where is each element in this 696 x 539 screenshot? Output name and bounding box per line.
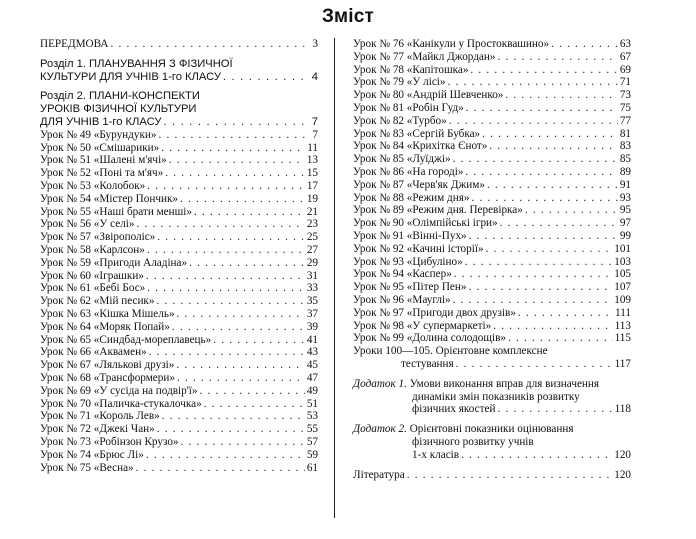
toc-entry-page: 59 — [306, 448, 318, 461]
dot-leader — [493, 320, 612, 333]
toc-entry-lesson — [353, 166, 631, 179]
dot-leader — [468, 281, 612, 294]
dot-leader — [157, 231, 305, 244]
toc-entry-lesson — [40, 385, 318, 398]
toc-entry-lesson — [40, 398, 318, 411]
toc-entry-section1 — [40, 58, 318, 84]
dot-leader — [489, 140, 617, 153]
toc-entry-lesson — [40, 295, 318, 308]
toc-entry-lesson — [353, 294, 631, 307]
toc-entry-lesson — [40, 423, 318, 436]
toc-entry-label: Урок № 98 «У супермаркеті» — [353, 319, 492, 332]
toc-entry-lesson — [40, 270, 318, 283]
toc-entry-page: 55 — [306, 423, 318, 436]
toc-entry-line: динаміки змін показників розвитку — [412, 390, 580, 403]
dot-leader — [223, 71, 310, 84]
toc-entry-label: Урок № 59 «Пригоди Аладіна» — [40, 256, 188, 269]
toc-entry-label: Урок № 61 «Бебі Бос» — [40, 282, 146, 295]
toc-entry-page: 47 — [306, 371, 318, 384]
toc-entry-label: Урок № 88 «Режим дня» — [353, 191, 470, 204]
toc-entry-label: Урок № 70 «Паличка-стукалочка» — [40, 397, 202, 410]
toc-entry-page: 75 — [619, 101, 631, 114]
dot-leader — [181, 436, 305, 449]
toc-entry-label: Урок № 56 «У селі» — [40, 218, 135, 231]
dot-leader — [500, 217, 618, 230]
dot-leader — [180, 193, 305, 206]
toc-entry-label: Урок № 55 «Наші брати менші» — [40, 205, 192, 218]
toc-entry-lesson — [353, 140, 631, 153]
section-heading-line: Розділ 1. ПЛАНУВАННЯ З ФІЗИЧНОЇ — [40, 57, 233, 70]
toc-entry-page: 89 — [619, 165, 631, 178]
dot-leader — [161, 142, 305, 155]
section-heading-line: КУЛЬТУРИ ДЛЯ УЧНІВ 1-го КЛАСУ — [40, 70, 221, 83]
toc-entry-page: 69 — [619, 63, 631, 76]
dot-leader — [156, 295, 304, 308]
dot-leader — [497, 51, 617, 64]
toc-entry-label: Урок № 69 «У сусіда на подвір'ї» — [40, 384, 198, 397]
toc-entry-page: 83 — [619, 140, 631, 153]
toc-entry-page: 109 — [614, 293, 631, 306]
toc-entry-page: 37 — [306, 307, 318, 320]
column-divider — [334, 38, 335, 518]
toc-entry-line: Орієнтовні показники оцінювання — [409, 423, 574, 436]
dot-leader — [177, 372, 305, 385]
toc-entry-line: Умови виконання вправ для визначення — [409, 377, 600, 390]
dot-leader — [165, 167, 305, 180]
appendix-prefix: Додаток 2. — [353, 423, 407, 436]
toc-entry-label: Урок № 67 «Лялькові друзі» — [40, 359, 175, 372]
dot-leader — [199, 385, 304, 398]
dot-leader — [146, 449, 305, 462]
toc-entry-lesson — [353, 332, 631, 345]
dot-leader — [486, 243, 613, 256]
dot-leader — [508, 332, 613, 345]
toc-entry-label: Урок № 81 «Робін Гуд» — [353, 101, 464, 114]
lesson-list-left — [40, 129, 318, 475]
toc-entry-page: 27 — [306, 243, 318, 256]
toc-entry-label: Урок № 65 «Синдбад-мореплавець» — [40, 333, 212, 346]
toc-entry-label: Урок № 99 «Долина солодощів» — [353, 332, 506, 345]
toc-entry-lesson — [353, 64, 631, 77]
toc-entry-page: 67 — [619, 50, 631, 63]
dot-leader — [136, 462, 305, 475]
dot-leader — [471, 192, 617, 205]
toc-entry-final-lessons — [353, 345, 631, 371]
lesson-list-right — [353, 38, 631, 345]
toc-entry-lesson — [353, 268, 631, 281]
toc-entry-label: Урок № 74 «Брюс Лі» — [40, 448, 144, 461]
toc-entry-label: Урок № 82 «Турбо» — [353, 114, 447, 127]
toc-entry-lesson — [40, 449, 318, 462]
dot-leader — [551, 38, 618, 51]
toc-entry-label: Урок № 90 «Олімпійські ігри» — [353, 217, 498, 230]
toc-entry-label: Урок № 84 «Крихітка Єнот» — [353, 140, 488, 153]
dot-leader — [525, 204, 618, 217]
toc-entry-page: 53 — [306, 410, 318, 423]
toc-entry-page: 77 — [619, 114, 631, 127]
toc-entry-label: Урок № 68 «Трансформери» — [40, 371, 175, 384]
dot-leader — [177, 308, 305, 321]
toc-entry-line: фізичного розвитку учнів — [412, 435, 534, 448]
toc-entry-page: 17 — [306, 179, 318, 192]
toc-left-column — [40, 38, 318, 474]
dot-leader — [466, 102, 618, 115]
toc-entry-page: 39 — [306, 320, 318, 333]
toc-entry-label: Урок № 95 «Пітер Пен» — [353, 281, 467, 294]
toc-entry-literature — [353, 469, 631, 482]
toc-entry-line: тестування — [401, 357, 454, 370]
toc-entry-lesson — [353, 153, 631, 166]
toc-entry-lesson — [40, 359, 318, 372]
toc-entry-label: Урок № 75 «Весна» — [40, 461, 134, 474]
toc-entry-page: 25 — [306, 231, 318, 244]
toc-entry-label: Урок № 96 «Мауглі» — [353, 293, 451, 306]
toc-entry-page: 3 — [312, 38, 318, 50]
toc-entry-page: 113 — [614, 319, 631, 332]
toc-entry-page: 57 — [306, 435, 318, 448]
dot-leader — [461, 449, 612, 462]
toc-entry-appendix2 — [353, 423, 631, 461]
toc-entry-line: фізичних якостей — [412, 403, 496, 416]
toc-entry-lesson — [40, 193, 318, 206]
toc-entry-lesson — [353, 281, 631, 294]
toc-entry-label: Урок № 49 «Бурундуки» — [40, 128, 157, 141]
page-title: Зміст — [321, 6, 375, 27]
toc-entry-page: 31 — [306, 269, 318, 282]
toc-entry-lesson — [40, 142, 318, 155]
dot-leader — [453, 294, 613, 307]
toc-entry-page: 29 — [306, 256, 318, 269]
toc-entry-lesson — [40, 180, 318, 193]
dot-leader — [449, 115, 618, 128]
toc-entry-page: 103 — [614, 255, 631, 268]
toc-entry-label: Література — [353, 468, 405, 481]
toc-entry-label: Урок № 51 «Шалені м'ячі» — [40, 154, 167, 167]
toc-entry-label: Урок № 79 «У лісі» — [353, 76, 446, 89]
toc-entry-page: 117 — [614, 357, 631, 370]
toc-entry-label: Урок № 64 «Моряк Попай» — [40, 320, 170, 333]
toc-entry-page: 45 — [306, 359, 318, 372]
toc-entry-page: 111 — [615, 306, 631, 319]
dot-leader — [482, 128, 618, 141]
toc-entry-preface — [40, 38, 318, 51]
toc-entry-page: 41 — [306, 333, 318, 346]
dot-leader — [465, 256, 613, 269]
toc-entry-label: Урок № 58 «Карлсон» — [40, 243, 145, 256]
toc-entry-lesson — [353, 128, 631, 141]
toc-entry-lesson — [353, 307, 631, 320]
toc-entry-page: 105 — [614, 268, 631, 281]
toc-entry-label: Урок № 87 «Черв'як Джим» — [353, 178, 485, 191]
toc-entry-label: Урок № 72 «Джекі Чан» — [40, 423, 155, 436]
toc-entry-lesson — [40, 206, 318, 219]
section-heading-line: ДЛЯ УЧНІВ 1-го КЛАСУ — [40, 115, 162, 128]
toc-entry-label: Урок № 60 «Іграшки» — [40, 269, 144, 282]
toc-entry-page: 120 — [614, 448, 631, 461]
toc-entry-lesson — [353, 204, 631, 217]
toc-entry-label: Урок № 62 «Мій песик» — [40, 295, 155, 308]
toc-entry-page: 101 — [614, 242, 631, 255]
toc-entry-section2 — [40, 90, 318, 128]
toc-entry-page: 23 — [306, 218, 318, 231]
toc-entry-lesson — [353, 320, 631, 333]
dot-leader — [147, 244, 305, 257]
toc-entry-lesson — [353, 230, 631, 243]
toc-entry-page: 61 — [306, 461, 318, 474]
toc-entry-page: 7 — [312, 128, 318, 141]
toc-entry-lesson — [40, 244, 318, 257]
dot-leader — [110, 38, 310, 51]
dot-leader — [172, 321, 305, 334]
toc-entry-lesson — [40, 334, 318, 347]
toc-entry-page: 118 — [614, 403, 631, 416]
toc-entry-label: Урок № 80 «Андрій Шевченко» — [353, 89, 504, 102]
dot-leader — [147, 282, 305, 295]
toc-entry-lesson — [40, 231, 318, 244]
dot-leader — [487, 179, 618, 192]
toc-entry-label: Урок № 66 «Аквамен» — [40, 346, 147, 359]
toc-entry-page: 91 — [619, 178, 631, 191]
dot-leader — [194, 206, 305, 219]
toc-entry-label: ПЕРЕДМОВА — [40, 38, 109, 50]
toc-entry-lesson — [353, 243, 631, 256]
toc-entry-page: 15 — [306, 167, 318, 180]
dot-leader — [157, 423, 305, 436]
dot-leader — [146, 270, 305, 283]
dot-leader — [505, 89, 617, 102]
toc-entry-lesson — [40, 372, 318, 385]
toc-entry-page: 49 — [306, 384, 318, 397]
toc-entry-lesson — [353, 192, 631, 205]
toc-entry-label: Урок № 71 «Король Лев» — [40, 410, 160, 423]
toc-entry-label: Урок № 89 «Режим дня. Перевірка» — [353, 204, 523, 217]
toc-entry-appendix1 — [353, 378, 631, 416]
dot-leader — [136, 218, 304, 231]
toc-entry-page: 99 — [619, 229, 631, 242]
toc-entry-page: 63 — [619, 38, 631, 50]
dot-leader — [158, 129, 310, 142]
toc-entry-lesson — [40, 321, 318, 334]
toc-entry-lesson — [353, 179, 631, 192]
dot-leader — [169, 154, 305, 167]
toc-entry-lesson — [40, 129, 318, 142]
toc-entry-page: 33 — [306, 282, 318, 295]
toc-entry-lesson — [353, 76, 631, 89]
toc-entry-lesson — [353, 115, 631, 128]
toc-entry-page: 7 — [311, 115, 318, 128]
toc-entry-page: 120 — [614, 468, 631, 481]
toc-entry-lesson — [353, 217, 631, 230]
toc-entry-lesson — [40, 167, 318, 180]
dot-leader — [147, 180, 305, 193]
toc-entry-lesson — [353, 51, 631, 64]
toc-entry-lesson — [40, 218, 318, 231]
toc-entry-label: Урок № 94 «Каспер» — [353, 268, 452, 281]
toc-entry-label: Урок № 50 «Смішарики» — [40, 141, 160, 154]
dot-leader — [163, 116, 309, 129]
toc-entry-page: 93 — [619, 191, 631, 204]
toc-entry-page: 13 — [306, 154, 318, 167]
toc-entry-label: Урок № 52 «Поні та м'яч» — [40, 167, 164, 180]
dot-leader — [470, 64, 617, 77]
dot-leader — [189, 257, 305, 270]
dot-leader — [453, 153, 618, 166]
toc-entry-label: Урок № 77 «Майкл Джордан» — [353, 50, 496, 63]
toc-entry-lesson — [40, 257, 318, 270]
toc-entry-label: Урок № 86 «На городі» — [353, 165, 464, 178]
dot-leader — [469, 230, 618, 243]
toc-entry-label: Урок № 93 «Цибуліно» — [353, 255, 463, 268]
toc-entry-page: 11 — [307, 141, 318, 154]
toc-entry-label: Урок № 54 «Містер Пончик» — [40, 192, 178, 205]
toc-entry-label: Урок № 76 «Канікули у Простоквашино» — [353, 38, 550, 50]
toc-entry-lesson — [40, 154, 318, 167]
section-heading-line: Розділ 2. ПЛАНИ-КОНСПЕКТИ — [40, 90, 200, 103]
toc-entry-label: Урок № 91 «Вінні-Пух» — [353, 229, 467, 242]
toc-entry-lesson — [40, 282, 318, 295]
toc-entry-label: Урок № 83 «Сергій Бубка» — [353, 127, 481, 140]
toc-entry-label: Урок № 85 «Луїджі» — [353, 153, 451, 166]
appendix-prefix: Додаток 1. — [353, 377, 407, 390]
toc-entry-label: Урок № 97 «Пригоди двох друзів» — [353, 306, 516, 319]
toc-entry-page: 115 — [614, 332, 631, 345]
toc-entry-lesson — [353, 38, 631, 51]
dot-leader — [497, 403, 612, 416]
dot-leader — [518, 307, 613, 320]
dot-leader — [204, 398, 305, 411]
toc-entry-lesson — [353, 102, 631, 115]
toc-entry-page: 81 — [619, 127, 631, 140]
toc-entry-page: 71 — [619, 76, 631, 89]
toc-entry-label: Урок № 73 «Робінзон Крузо» — [40, 435, 179, 448]
toc-entry-page: 51 — [306, 397, 318, 410]
toc-entry-lesson — [40, 462, 318, 475]
toc-entry-page: 4 — [311, 70, 318, 83]
toc-entry-page: 107 — [614, 281, 631, 294]
toc-entry-label: Урок № 53 «Колобок» — [40, 179, 146, 192]
dot-leader — [465, 166, 617, 179]
toc-entry-label: Урок № 57 «Звірополіс» — [40, 231, 156, 244]
toc-entry-lesson — [40, 308, 318, 321]
toc-entry-page: 97 — [619, 217, 631, 230]
dot-leader — [454, 268, 612, 281]
toc-entry-page: 73 — [619, 89, 631, 102]
dot-leader — [407, 469, 613, 482]
toc-entry-page: 19 — [306, 192, 318, 205]
toc-entry-lesson — [40, 436, 318, 449]
toc-entry-lesson — [353, 256, 631, 269]
dot-leader — [162, 410, 305, 423]
dot-leader — [456, 358, 613, 371]
toc-entry-line: 1-х класів — [412, 448, 460, 461]
toc-entry-label: Урок № 78 «Капітошка» — [353, 63, 469, 76]
dot-leader — [447, 76, 617, 89]
toc-entry-lesson — [353, 89, 631, 102]
dot-leader — [213, 334, 305, 347]
toc-entry-page: 21 — [306, 205, 318, 218]
toc-entry-lesson — [40, 346, 318, 359]
section-heading-line: УРОКІВ ФІЗИЧНОЇ КУЛЬТУРИ — [40, 103, 197, 116]
toc-entry-page: 43 — [306, 346, 318, 359]
toc-entry-label: Урок № 63 «Кішка Мішель» — [40, 307, 175, 320]
toc-entry-page: 85 — [619, 153, 631, 166]
toc-entry-lesson — [40, 410, 318, 423]
toc-entry-label: Урок № 92 «Качині історії» — [353, 242, 484, 255]
dot-leader — [176, 359, 304, 372]
dot-leader — [149, 346, 305, 359]
toc-entry-page: 95 — [619, 204, 631, 217]
toc-right-column — [353, 38, 631, 481]
toc-entry-page: 35 — [306, 295, 318, 308]
toc-entry-line: Уроки 100—105. Орієнтовне комплексне — [353, 345, 548, 358]
